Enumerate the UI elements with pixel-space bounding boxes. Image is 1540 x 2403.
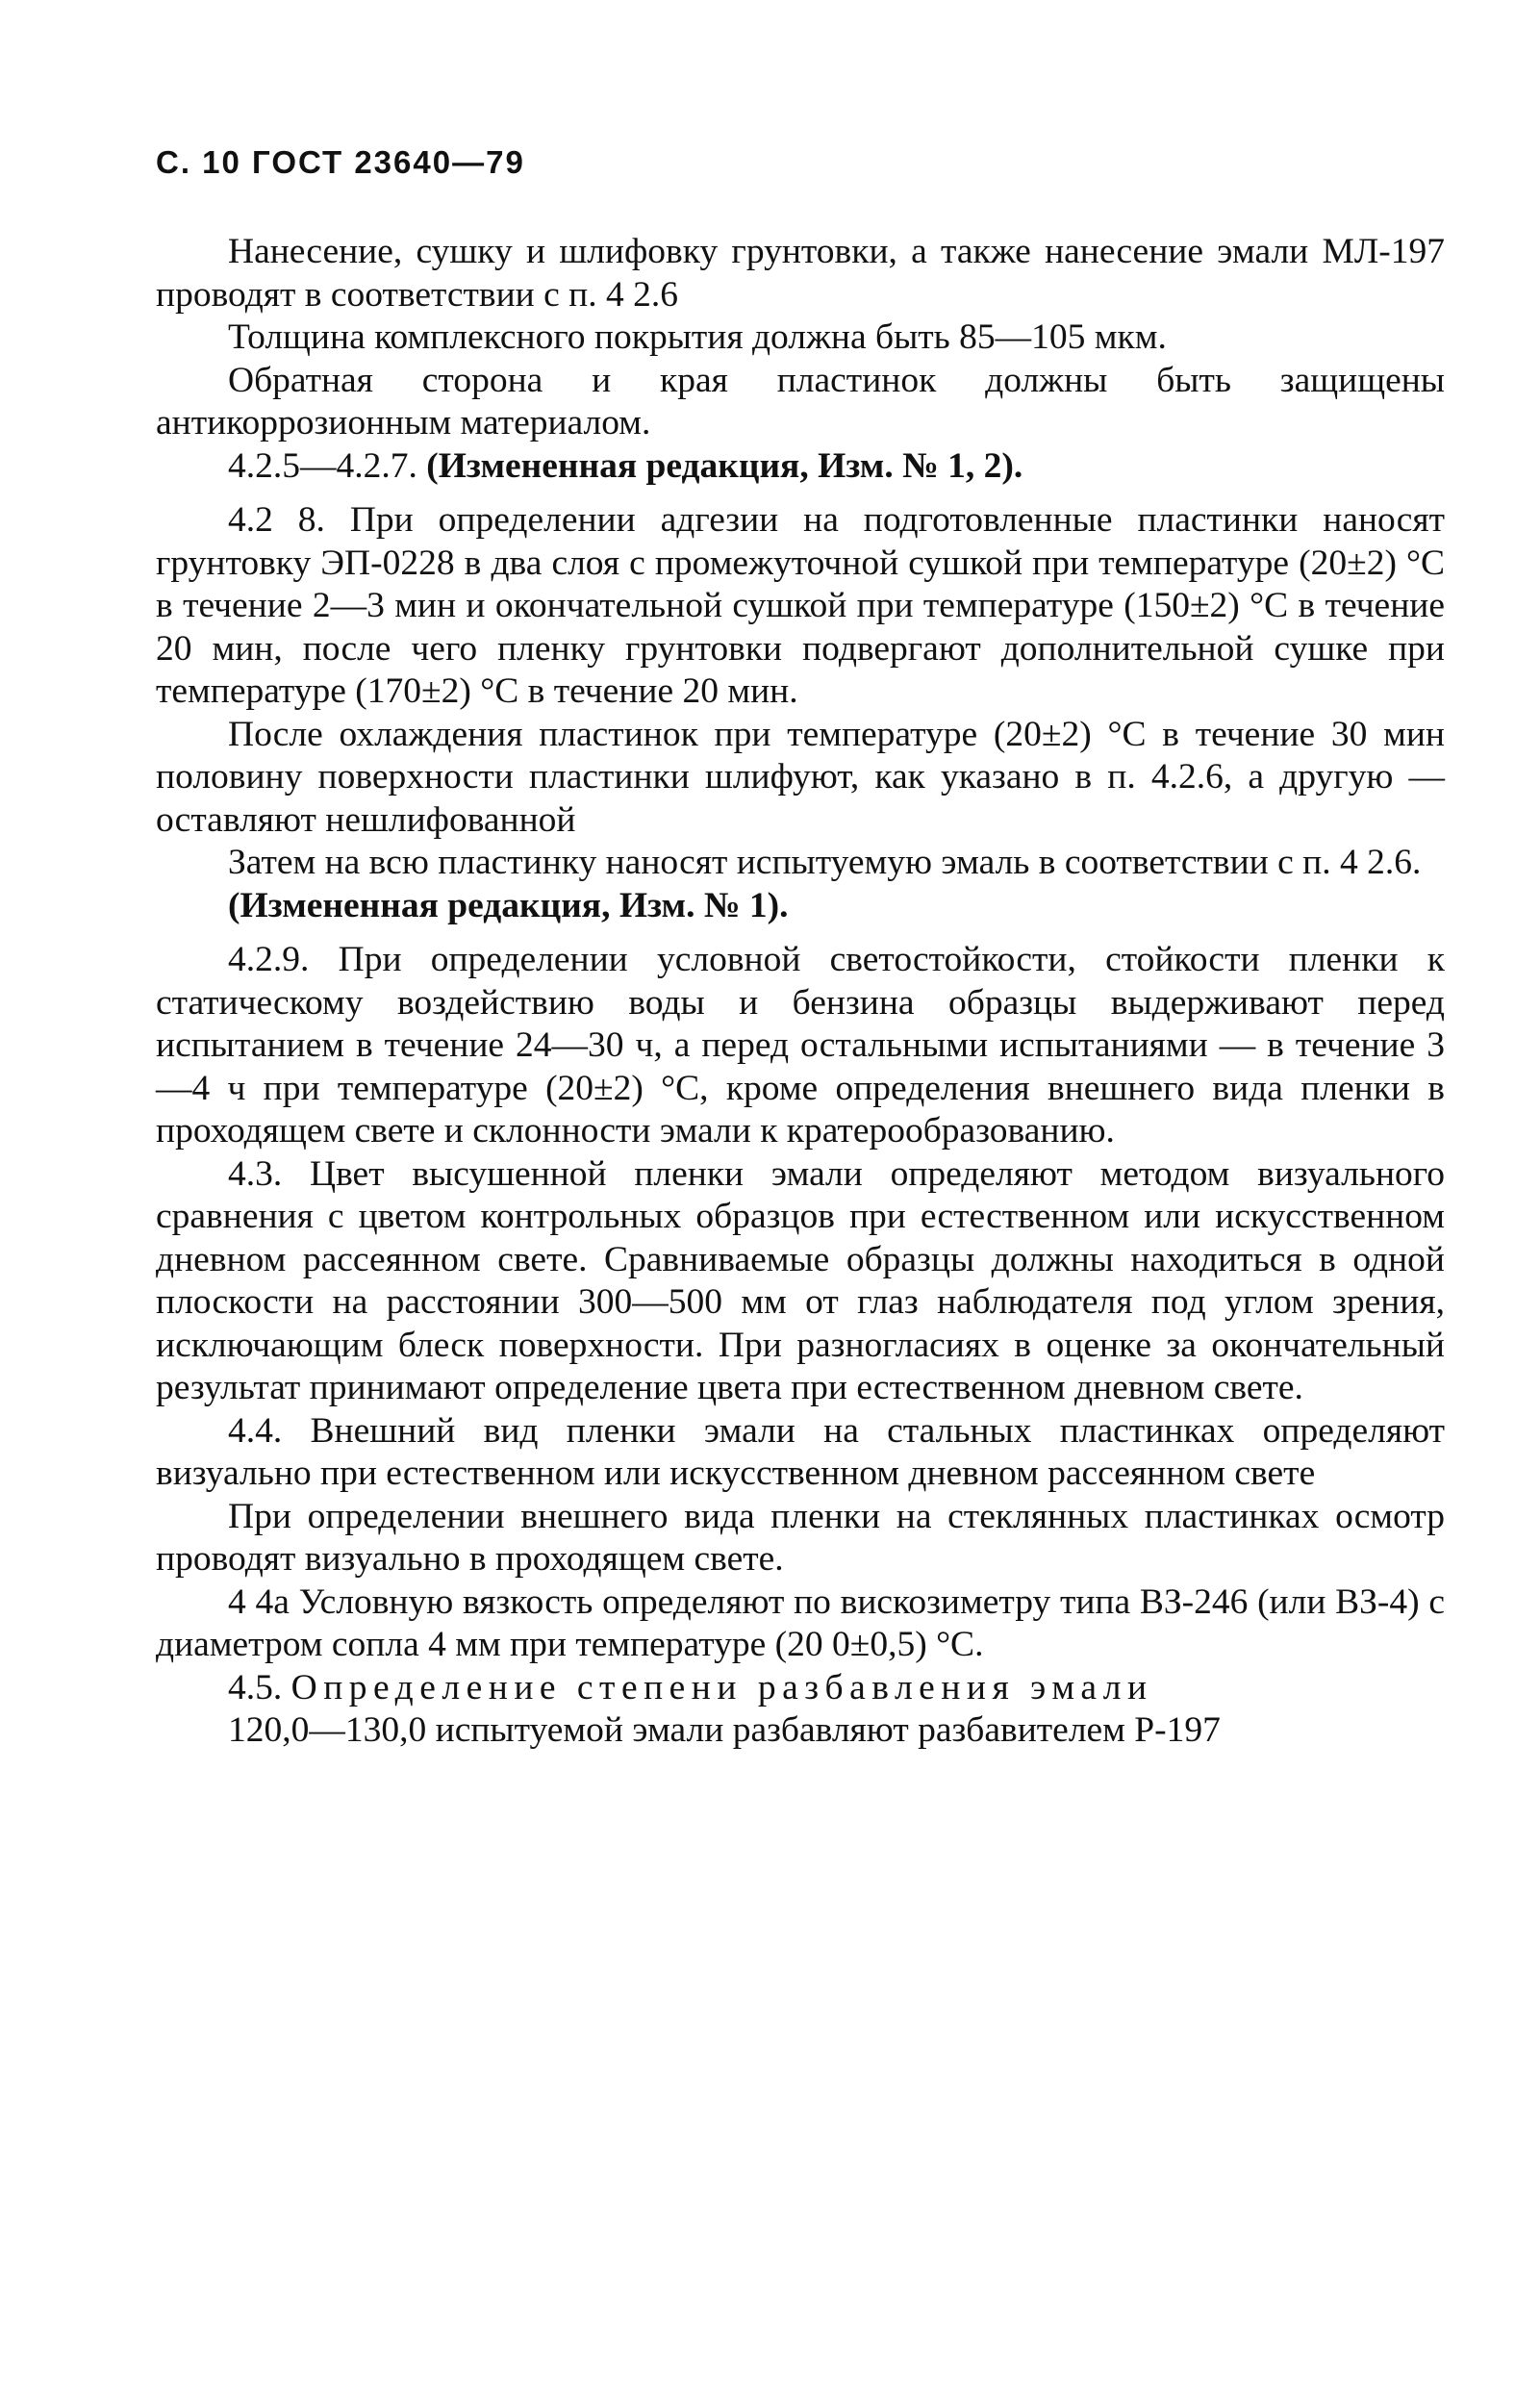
paragraph: 4 4а Условную вязкость определяют по вискозиметру типа ВЗ-246 (или ВЗ-4) с диаметром сопла 4 мм при температуре (20 0±0,5) °С. [156,1581,1445,1664]
paragraph: 4.3. Цвет высушенной пленки эмали определяют методом визуального сравнения с цветом контрольных образцов при естественном или искусственном дневном рассеянном свете. Сравниваемые образцы должны находиться в одной плоскости на расстоянии 300—500 мм от глаз наблюдателя под углом зрения, исключающим блеск поверхности. При разногласиях в оценке за окончательный результат принимают определение цвета при естественном дневном свете. [156,1153,1445,1407]
amendment-label: (Измененная редакция, Изм. № 1, 2). [426,445,1023,486]
paragraph: Обратная сторона и края пластинок должны быть защищены антикоррозионным материалом. [156,360,1445,443]
amendment-note [156,445,1445,489]
paragraph: Нанесение, сушку и шлифовку грунтовки, а также нанесение эмали МЛ-197 проводят в соответствии с п. 4 2.6 [156,232,1445,315]
paragraph: 4.4. Внешний вид пленки эмали на стальных пластинках определяют визуально при естественном или искусственном дневном рассеянном свете [156,1410,1445,1493]
paragraph: 120,0—130,0 испытуемой эмали разбавляют разбавителем Р-197 [228,1710,1221,1750]
paragraph: 4.2.9. При определении условной светостойкости, стойкости пленки к статическому воздействию воды и бензина образцы выдерживают перед испытанием в течение 24—30 ч, а перед остальными испытаниями — в течение 3—4 ч при температуре (20±2) °С, кроме определения внешнего вида пленки в проходящем свете и склонности эмали к кратерообразованию. [156,940,1445,1151]
paragraph: Затем на всю пластинку наносят испытуемую эмаль в соответствии с п. 4 2.6. [228,843,1422,882]
section-number: 4.5. [228,1667,291,1707]
section-title: Определение степени разбавления эмали [290,1667,1153,1707]
paragraph: 4.2 8. При определении адгезии на подготовленные пластинки наносят грунтовку ЭП-0228 в два слоя с промежуточной сушкой при температуре (20±2) °С в течение 2—3 мин и окончательной сушкой при температуре (150±2) °С в течение 20 мин, после чего пленку грунтовки подвергают дополнительной сушке при температуре (170±2) °С в течение 20 мин. [156,500,1445,711]
section-heading [156,1667,1445,1710]
document-page [156,144,1445,1753]
paragraph: После охлаждения пластинок при температуре (20±2) °С в течение 30 мин половину поверхности пластинки шлифуют, как указано в п. 4.2.6, а другую — оставляют нешлифованной [156,714,1445,840]
clause-ref: 4.2.5—4.2.7. [228,445,427,486]
page-header: С. 10 ГОСТ 23640—79 [156,144,525,180]
paragraph: Толщина комплексного покрытия должна быть 85—105 мкм. [228,317,1167,357]
amendment-label: (Измененная редакция, Изм. № 1). [228,885,789,925]
amendment-note [156,885,1445,928]
paragraph: При определении внешнего вида пленки на стеклянных пластинках осмотр проводят визуально в проходящем свете. [156,1496,1445,1579]
